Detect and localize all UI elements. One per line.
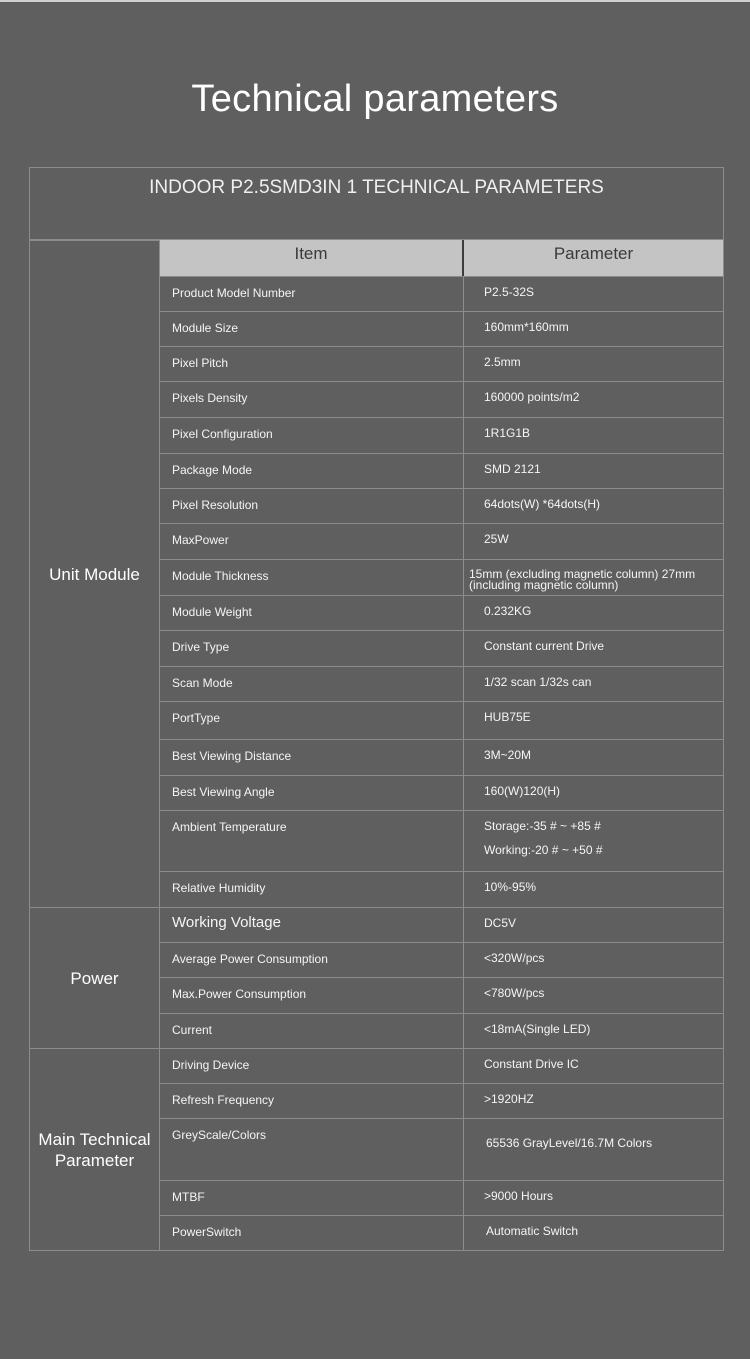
row-value: 160000 points/m2 xyxy=(484,390,580,404)
table-row xyxy=(160,942,723,977)
row-value: DC5V xyxy=(484,916,517,930)
row-value: Constant current Drive xyxy=(484,639,605,653)
group-power: Power xyxy=(30,907,160,1048)
table-row xyxy=(160,871,723,907)
row-value: SMD 2121 xyxy=(484,462,541,476)
row-value: P2.5-32S xyxy=(484,285,535,299)
table-row xyxy=(160,630,723,666)
table-row xyxy=(160,559,723,595)
row-item: Current xyxy=(160,1014,464,1048)
row-value: 160mm*160mm xyxy=(484,320,569,334)
row-value: 25W xyxy=(484,532,509,546)
row-item: Pixel Resolution xyxy=(160,489,464,523)
row-item: PortType xyxy=(160,702,464,739)
row-item: Driving Device xyxy=(160,1049,464,1083)
row-value: 65536 GrayLevel/16.7M Colors xyxy=(486,1136,653,1150)
table-row xyxy=(160,276,723,311)
storage-temperature: Storage:-35 # ~ +85 # xyxy=(484,819,601,833)
table-row xyxy=(160,701,723,739)
row-item: Relative Humidity xyxy=(160,872,464,907)
row-item: Module Size xyxy=(160,312,464,346)
row-value: 64dots(W) *64dots(H) xyxy=(484,497,601,511)
table-title: INDOOR P2.5SMD3IN 1 TECHNICAL PARAMETERS xyxy=(30,168,723,240)
row-value: Automatic Switch xyxy=(486,1224,579,1238)
table-row xyxy=(160,739,723,775)
table-row xyxy=(160,488,723,523)
table-row xyxy=(160,523,723,559)
top-divider xyxy=(0,0,750,2)
row-item: Ambient Temperature xyxy=(160,811,464,871)
table-row xyxy=(160,1180,723,1215)
spec-table xyxy=(29,167,724,1251)
row-value: 3M~20M xyxy=(484,748,532,762)
row-value: <320W/pcs xyxy=(484,951,545,965)
row-value: 10%-95% xyxy=(484,880,537,894)
row-item: Package Mode xyxy=(160,454,464,488)
table-row xyxy=(160,977,723,1013)
group-main-technical-parameter: Main Technical Parameter xyxy=(30,1048,160,1250)
table-row xyxy=(160,417,723,453)
row-item: Best Viewing Distance xyxy=(160,740,464,775)
row-value: Constant Drive IC xyxy=(484,1057,579,1071)
table-row xyxy=(160,1048,723,1083)
row-item: Pixel Configuration xyxy=(160,418,464,453)
column-header-parameter: Parameter xyxy=(464,240,723,276)
table-row xyxy=(160,775,723,810)
table-row xyxy=(160,453,723,488)
table-row xyxy=(160,311,723,346)
table-row xyxy=(160,1083,723,1118)
table-row xyxy=(160,1013,723,1048)
row-value: 1R1G1B xyxy=(484,426,531,440)
row-value: 15mm (excluding magnetic column) 27mm (including magnetic column) xyxy=(469,567,696,592)
row-item: MaxPower xyxy=(160,524,464,559)
row-item: Refresh Frequency xyxy=(160,1084,464,1118)
table-row xyxy=(160,1215,723,1250)
row-item: PowerSwitch xyxy=(160,1216,464,1250)
column-header-item: Item xyxy=(160,240,464,276)
row-value: HUB75E xyxy=(484,710,531,724)
table-row xyxy=(160,810,723,871)
page-title: Technical parameters xyxy=(191,78,559,120)
table-row xyxy=(160,907,723,942)
row-item: Drive Type xyxy=(160,631,464,666)
group-unit-module: Unit Module xyxy=(30,240,160,907)
row-value: >9000 Hours xyxy=(484,1189,554,1203)
row-item: Max.Power Consumption xyxy=(160,978,464,1013)
row-item: Average Power Consumption xyxy=(160,943,464,977)
row-item: Scan Mode xyxy=(160,667,464,701)
table-row xyxy=(160,346,723,381)
row-value: 2.5mm xyxy=(484,355,521,369)
row-item: Product Model Number xyxy=(160,277,464,311)
table-row xyxy=(160,1118,723,1180)
row-item: Working Voltage xyxy=(160,908,464,942)
row-item: GreyScale/Colors xyxy=(160,1119,464,1180)
row-value: 1/32 scan 1/32s can xyxy=(484,675,592,689)
row-value: <18mA(Single LED) xyxy=(484,1022,591,1036)
row-value: <780W/pcs xyxy=(484,986,545,1000)
row-item: MTBF xyxy=(160,1181,464,1215)
row-item: Module Thickness xyxy=(160,560,464,595)
table-row xyxy=(160,381,723,417)
table-row xyxy=(160,666,723,701)
row-value xyxy=(464,811,723,871)
working-temperature: Working:-20 # ~ +50 # xyxy=(484,843,603,857)
row-item: Module Weight xyxy=(160,596,464,630)
row-item: Pixels Density xyxy=(160,382,464,417)
row-value: 160(W)120(H) xyxy=(484,784,561,798)
table-row xyxy=(160,595,723,630)
row-value: 0.232KG xyxy=(484,604,532,618)
row-value: >1920HZ xyxy=(484,1092,534,1106)
row-item: Pixel Pitch xyxy=(160,347,464,381)
row-item: Best Viewing Angle xyxy=(160,776,464,810)
